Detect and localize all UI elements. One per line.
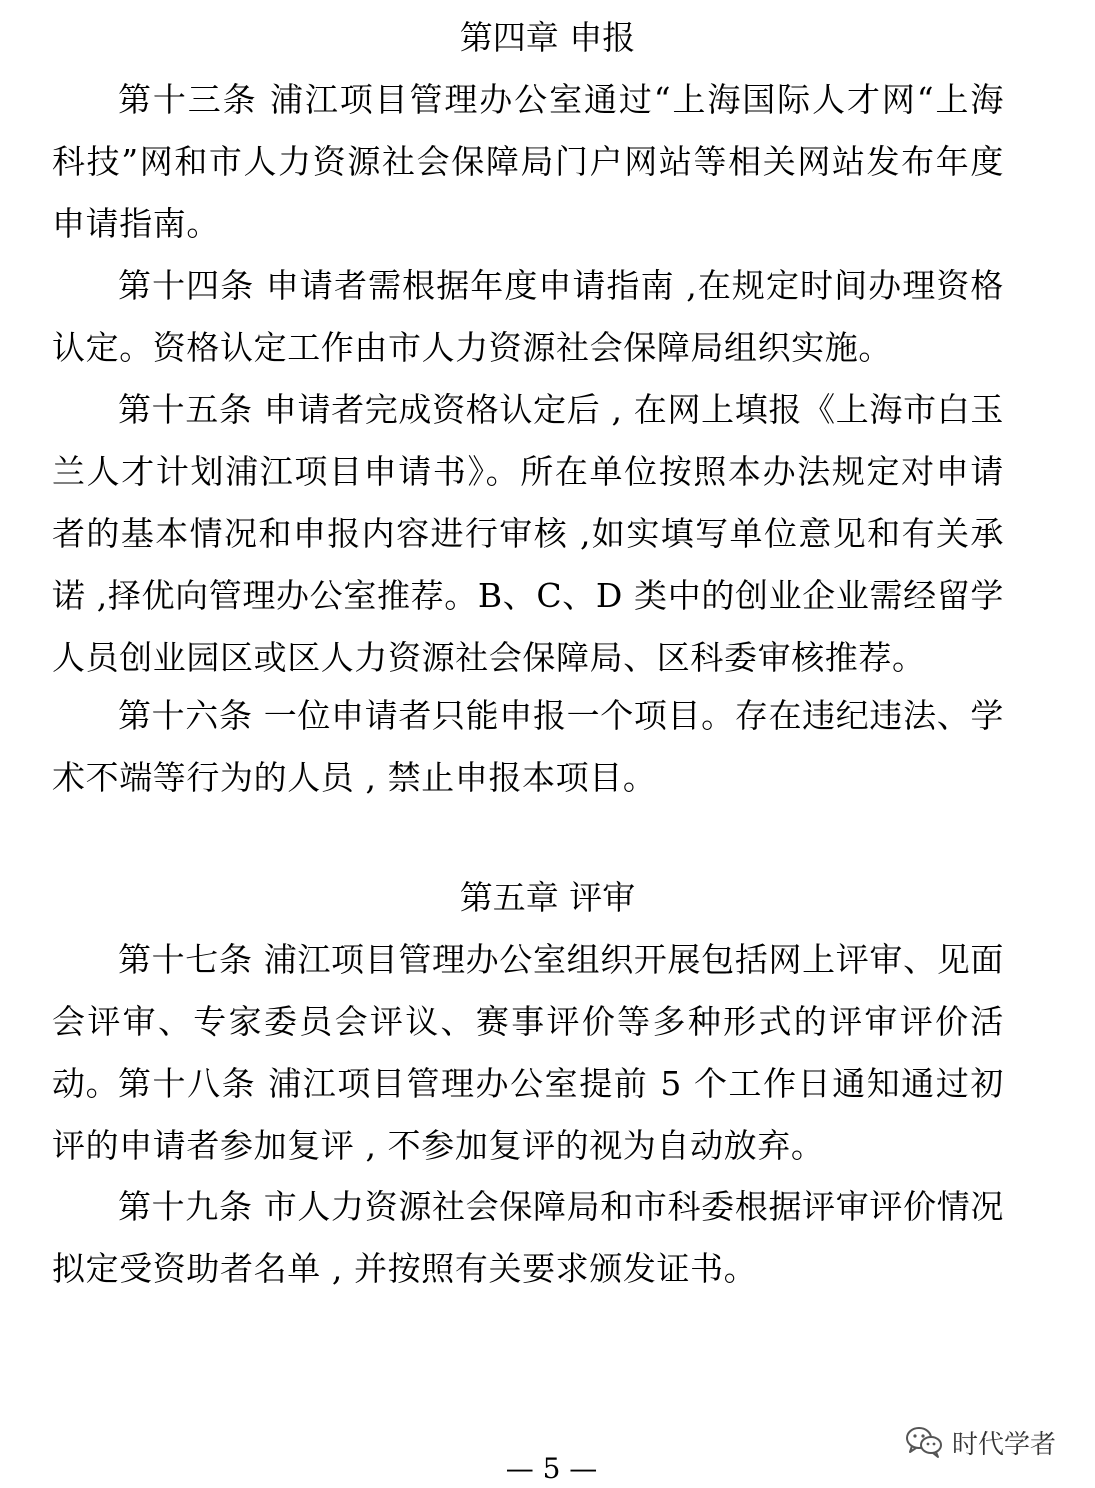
article-19: 第十九条 市人力资源社会保障局和市科委根据评审评价情况拟定受资助者名单 , 并按照有关要求颁发证书。 [52,1187,1004,1288]
article-18: 第十八条 浦江项目管理办公室提前 5 个工作日通知通过初评的申请者参加复评 , 不参加复评的视为自动放弃。 [52,1064,1004,1165]
page-number: — 5 — [505,1452,598,1485]
chapter-4-heading: 第四章 申报 [459,18,636,57]
article-17: 第十七条 浦江项目管理办公室组织开展包括网上评审、见面会评审、专家委员会评议、赛事评价等多种形式的评审评价活动。 [52,940,1004,1103]
article-14: 第十四条 申请者需根据年度申请指南 ,在规定时间办理资格认定。资格认定工作由市人力资源社会保障局组织实施。 [52,266,1004,367]
article-15: 第十五条 申请者完成资格认定后 , 在网上填报《上海市白玉兰人才计划浦江项目申请书》。所在单位按照本办法规定对申请者的基本情况和申报内容进行审核 ,如实填写单位意见和有关承诺 ,择优向管理办公室推荐。B、C、D 类中的创业企业需经留学人员创业园区或区人力资源社会保障局、区科委审核推荐。 [52,390,1004,677]
watermark-text: 时代学者 [952,1429,1057,1460]
article-13: 第十三条 浦江项目管理办公室通过“上海国际人才网“上海科技”网和市人力资源社会保障局门户网站等相关网站发布年度申请指南。 [52,80,1004,243]
article-16: 第十六条 一位申请者只能申报一个项目。存在违纪违法、学术不端等行为的人员 , 禁止申报本项目。 [52,696,1004,797]
chapter-5-heading: 第五章 评审 [459,878,636,917]
